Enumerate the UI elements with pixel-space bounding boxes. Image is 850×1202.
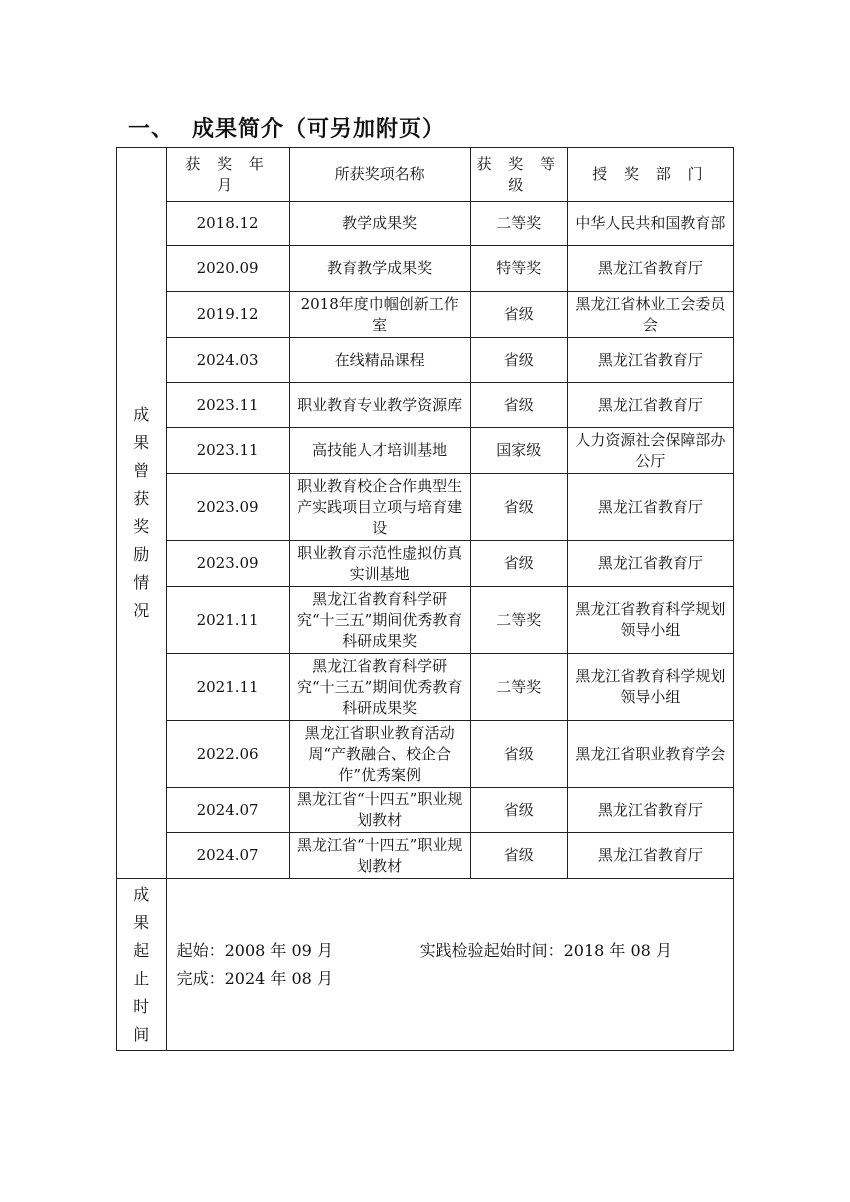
award-department: 黑龙江省教育科学规划领导小组 — [567, 587, 733, 654]
award-date: 2023.09 — [166, 541, 289, 587]
award-date: 2020.09 — [166, 246, 289, 292]
table-row — [117, 383, 734, 428]
awards-side-label: 成果曾获奖励情况 — [133, 405, 150, 620]
end-time: 完成：2024 年 08 月 — [176, 968, 333, 988]
award-department: 中华人民共和国教育部 — [567, 202, 733, 246]
award-level: 二等奖 — [470, 202, 567, 246]
award-name: 职业教育示范性虚拟仿真实训基地 — [289, 541, 470, 587]
header-date: 获 奖 年 月 — [166, 148, 289, 202]
award-department: 黑龙江省教育厅 — [567, 541, 733, 587]
award-department: 黑龙江省职业教育学会 — [567, 721, 733, 788]
award-level: 二等奖 — [470, 587, 567, 654]
award-department: 黑龙江省教育厅 — [567, 788, 733, 833]
award-department: 人力资源社会保障部办公厅 — [567, 428, 733, 474]
award-name: 黑龙江省“十四五”职业规划教材 — [289, 833, 470, 879]
time-row — [117, 879, 734, 1051]
award-level: 省级 — [470, 788, 567, 833]
header-level: 获 奖 等 级 — [470, 148, 567, 202]
time-side-label: 成果起止时间 — [133, 884, 150, 1044]
award-department: 黑龙江省教育厅 — [567, 246, 733, 292]
table-row — [117, 202, 734, 246]
header-award-name: 所获奖项名称 — [289, 148, 470, 202]
header-department: 授 奖 部 门 — [567, 148, 733, 202]
award-date: 2022.06 — [166, 721, 289, 788]
award-name: 职业教育校企合作典型生产实践项目立项与培育建设 — [289, 474, 470, 541]
award-level: 国家级 — [470, 428, 567, 474]
table-row — [117, 833, 734, 879]
time-info-cell — [166, 879, 733, 1051]
award-name: 黑龙江省教育科学研究“十三五”期间优秀教育科研成果奖 — [289, 587, 470, 654]
award-level: 省级 — [470, 383, 567, 428]
award-name: 在线精品课程 — [289, 338, 470, 383]
award-department: 黑龙江省林业工会委员会 — [567, 292, 733, 338]
start-time: 起始：2008 年 09 月 — [176, 940, 333, 960]
award-name: 教学成果奖 — [289, 202, 470, 246]
table-row — [117, 292, 734, 338]
table-row — [117, 721, 734, 788]
award-level: 省级 — [470, 474, 567, 541]
award-level: 省级 — [470, 338, 567, 383]
table-row — [117, 654, 734, 721]
table-row — [117, 788, 734, 833]
award-name: 教育教学成果奖 — [289, 246, 470, 292]
table-row — [117, 541, 734, 587]
table-row — [117, 338, 734, 383]
table-row — [117, 587, 734, 654]
award-level: 省级 — [470, 833, 567, 879]
award-date: 2018.12 — [166, 202, 289, 246]
award-level: 省级 — [470, 541, 567, 587]
award-name: 黑龙江省“十四五”职业规划教材 — [289, 788, 470, 833]
award-department: 黑龙江省教育厅 — [567, 833, 733, 879]
award-department: 黑龙江省教育厅 — [567, 338, 733, 383]
award-date: 2021.11 — [166, 654, 289, 721]
award-name: 职业教育专业教学资源库 — [289, 383, 470, 428]
award-date: 2024.03 — [166, 338, 289, 383]
award-level: 二等奖 — [470, 654, 567, 721]
award-level: 省级 — [470, 292, 567, 338]
section-heading — [128, 112, 445, 143]
award-date: 2024.07 — [166, 788, 289, 833]
award-name: 黑龙江省教育科学研究“十三五”期间优秀教育科研成果奖 — [289, 654, 470, 721]
award-date: 2023.09 — [166, 474, 289, 541]
award-name: 高技能人才培训基地 — [289, 428, 470, 474]
section-title: 成果简介（可另加附页） — [192, 117, 446, 142]
table-row — [117, 474, 734, 541]
table-row — [117, 246, 734, 292]
table-row — [117, 428, 734, 474]
award-date: 2023.11 — [166, 428, 289, 474]
awards-table — [116, 147, 734, 1051]
award-date: 2023.11 — [166, 383, 289, 428]
time-line-1 — [177, 937, 723, 965]
awards-side-label-cell — [117, 148, 167, 879]
section-number: 一、 — [128, 117, 175, 142]
award-level: 特等奖 — [470, 246, 567, 292]
award-name: 2018年度巾帼创新工作室 — [289, 292, 470, 338]
award-department: 黑龙江省教育科学规划领导小组 — [567, 654, 733, 721]
award-department: 黑龙江省教育厅 — [567, 474, 733, 541]
award-name: 黑龙江省职业教育活动周“产教融合、校企合作”优秀案例 — [289, 721, 470, 788]
award-date: 2019.12 — [166, 292, 289, 338]
award-date: 2021.11 — [166, 587, 289, 654]
practice-start-time: 实践检验起始时间：2018 年 08 月 — [419, 940, 672, 960]
award-level: 省级 — [470, 721, 567, 788]
award-date: 2024.07 — [166, 833, 289, 879]
header-row — [117, 148, 734, 202]
time-side-label-cell — [117, 879, 167, 1051]
award-department: 黑龙江省教育厅 — [567, 383, 733, 428]
